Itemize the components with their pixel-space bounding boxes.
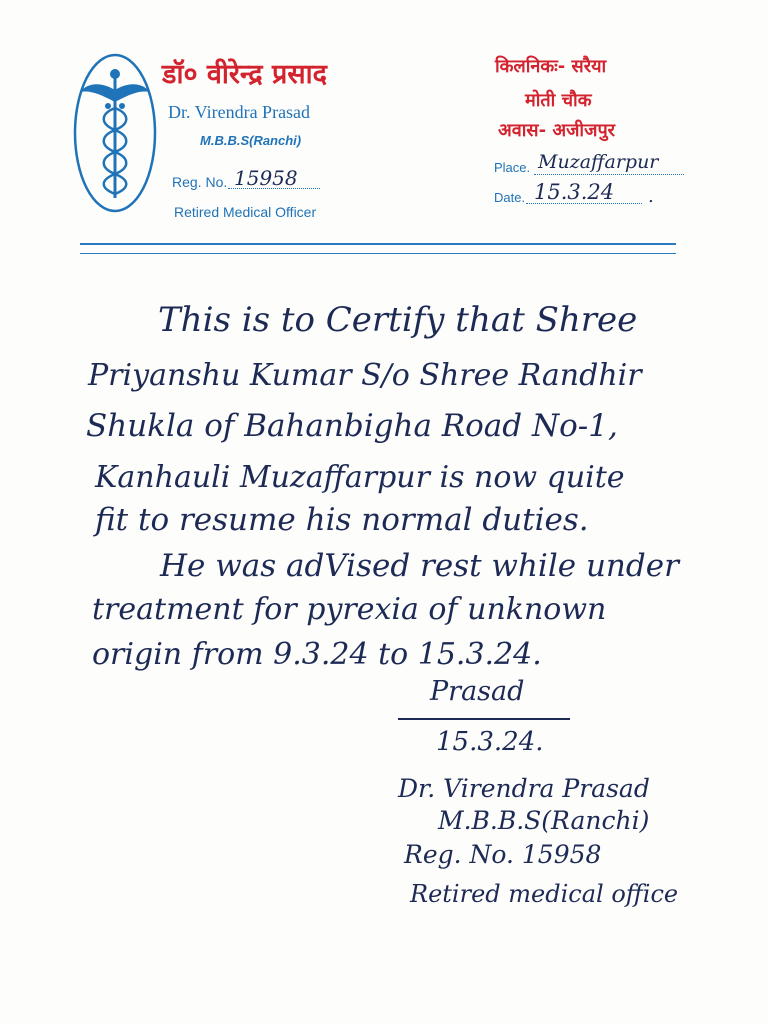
signature-date: 15.3.24. [436, 727, 544, 757]
body-line: fit to resume his normal duties. [95, 502, 589, 538]
body-line: Priyanshu Kumar S/o Shree Randhir [88, 358, 642, 393]
retired-title: Retired Medical Officer [174, 204, 317, 220]
clinic-line-2: मोती चौक [525, 90, 592, 111]
signature-block-line: Dr. Virendra Prasad [398, 774, 650, 803]
signature: Prasad [430, 676, 525, 707]
doctor-name-hindi: डॉ० वीरेन्द्र प्रसाद [162, 59, 327, 90]
signature-underline [398, 718, 570, 720]
signature-block-line: Retired medical office [410, 880, 679, 908]
body-line: This is to Certify that Shree [158, 300, 638, 340]
body-line: treatment for pyrexia of unknown [92, 592, 607, 627]
letterhead-rule-top [80, 243, 676, 245]
letterhead-rule-bottom [80, 253, 676, 254]
signature-block-line: M.B.B.S(Ranchi) [438, 806, 650, 835]
reg-no-label: Reg. No. [172, 174, 228, 190]
date-value: 15.3.24 [534, 180, 615, 204]
date-trailing-dot: . [648, 186, 654, 207]
clinic-line-3: अवास- अजीजपुर [498, 120, 616, 141]
doctor-name: Dr. Virendra Prasad [168, 102, 311, 122]
body-line: Shukla of Bahanbigha Road No-1, [86, 408, 618, 444]
place-value: Muzaffarpur [538, 151, 659, 173]
signature-block-line: Reg. No. 15958 [404, 840, 602, 869]
caduceus-icon [72, 52, 158, 214]
place-underline [534, 174, 684, 175]
body-line: origin from 9.3.24 to 15.3.24. [92, 637, 542, 672]
clinic-line-1: किलनिकः- सरैया [495, 56, 607, 77]
reg-no-value: 15958 [234, 166, 298, 190]
date-label: Date. [494, 190, 526, 205]
body-line: Kanhauli Muzaffarpur is now quite [95, 460, 625, 495]
doctor-degree: M.B.B.S(Ranchi) [200, 133, 302, 148]
body-line: He was adVised rest while under [160, 548, 679, 584]
place-label: Place. [494, 160, 531, 175]
